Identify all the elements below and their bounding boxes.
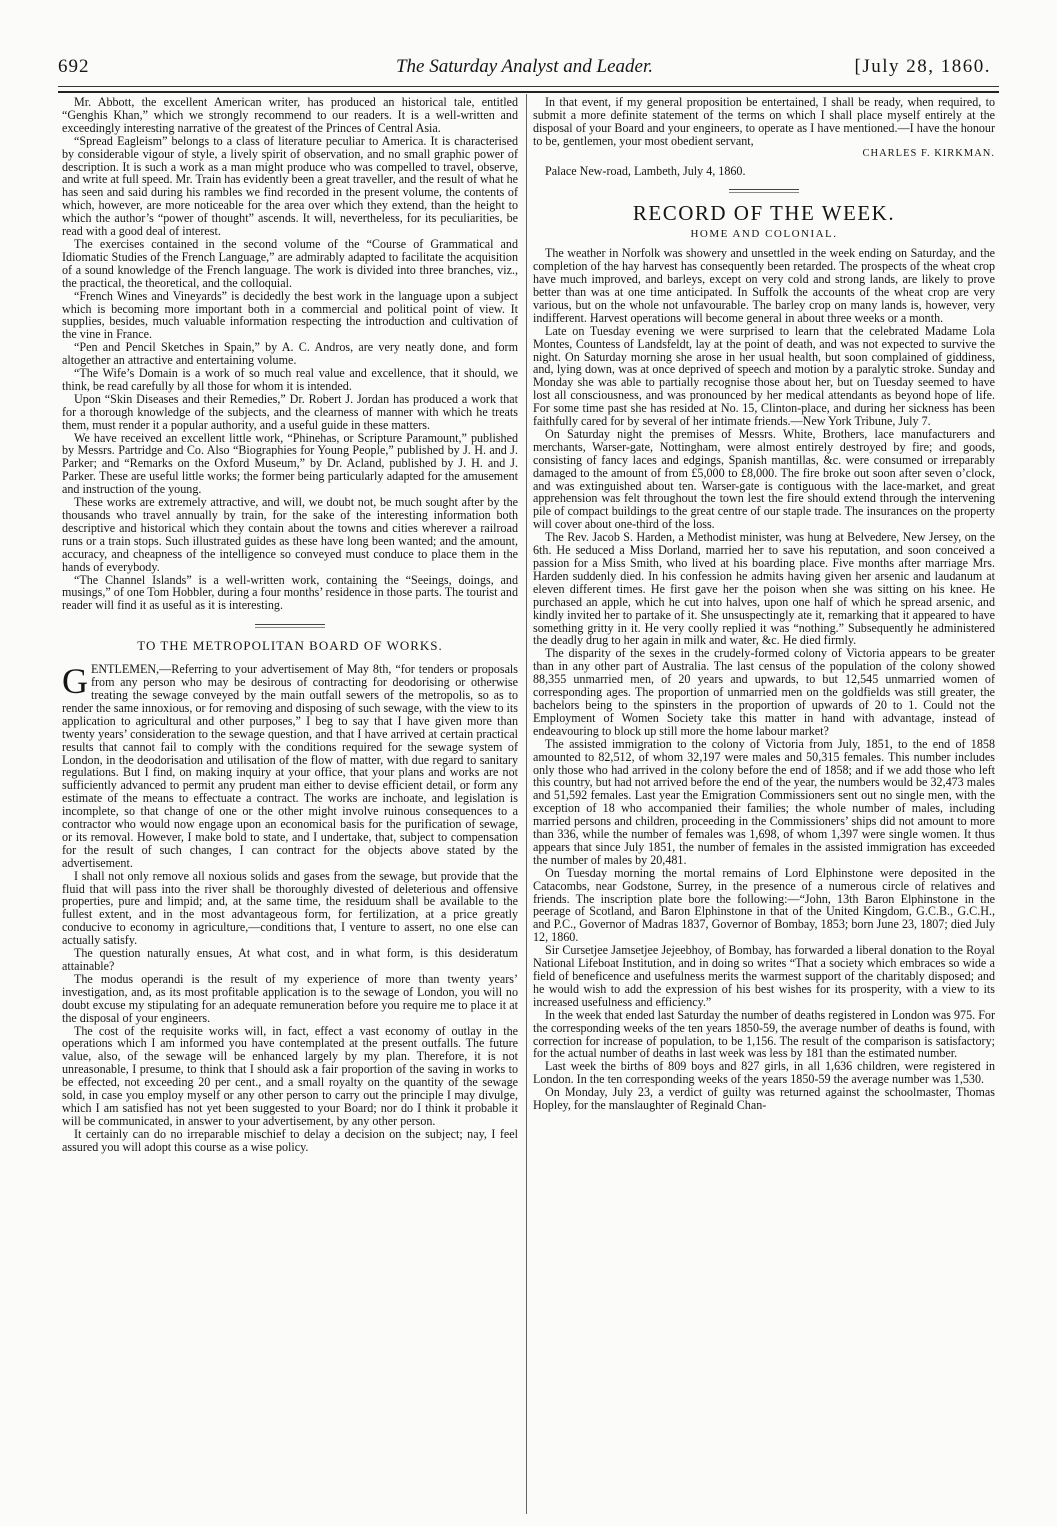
news-paragraph: Late on Tuesday evening we were surprised to learn that the celebrated Madame Lola Montes, Countess of Landsfeldt, lay at the point of death, and was not expected to survive the night. On Saturday morning she arose in her usual health, but soon complained of giddiness, and, lying down, was at once deprived of speech and motion by a paralytic stroke. Sunday and Monday she was able to partially recognise those about her, but on Tuesday seemed to have lost all consciousness, and was pronounced by her medical attendants as beyond hope of life. For some time past she has resided at No. 15, Clinton-place, and during her sickness has been faithfully cared for by several of her intimate friends.—New York Tribune, July 7. — [533, 323, 995, 429]
section-divider — [255, 624, 325, 628]
letter-paragraph: The question naturally ensues, At what cost, and in what form, is this desideratum attainable? — [62, 946, 518, 973]
header-rule-thin — [58, 86, 999, 87]
page-number: 692 — [58, 56, 90, 77]
review-paragraph: These works are extremely attractive, and will, we doubt not, be much sought after by the thousands who travel annually by train, for the sake of the interesting information both descriptive and historical which they contain about the towns and cities wherever a railroad runs or a train stops. Such illustrated guides as these have long been wanted; and the amount, accuracy, and cheapness of the intelligence so conveyed must conduce to place them in the hands of everybody. — [62, 495, 518, 574]
drop-cap: G — [62, 661, 88, 702]
news-paragraph: On Monday, July 23, a verdict of guilty was returned against the schoolmaster, Thomas Hopley, for the manslaughter of Reginald Chan- — [533, 1085, 995, 1113]
page-header — [58, 56, 991, 86]
issue-date: [July 28, 1860. — [854, 56, 991, 77]
news-paragraph: Sir Cursetjee Jamsetjee Jejeebhoy, of Bombay, has forwarded a liberal donation to the Royal National Lifeboat Institution, and in doing so writes “That a society which embraces so wide a field of beneficence and usefulness merits the warmest support of the charitably disposed; and he would wish to add the expression of his best wishes for its prosperity, with a view to its increased usefulness and efficiency.” — [533, 943, 995, 1009]
home-colonial-subheading: HOME AND COLONIAL. — [690, 228, 838, 241]
letter-opening-text: ENTLEMEN,—Referring to your advertisement of May 8th, “for tenders or proposals from any person who may be desirous of contracting for deodorising or otherwise treating the sewage conveyed by the main outfall sewers of the metropolis, so as to render the same innoxious, or for removing and disposing of such sewage, with the view to its application to agricultural and other purposes,” I beg to say that I have given more than twenty years’ consideration to the sewage question, and that I have arrived at certain practical results that cannot fail to comply with the conditions required for the sewage system of London, in the deodorisation and utilisation of the flow of matter, with due regard to sanitary regulations. But I find, on making inquiry at your office, that your plans and works are not sufficiently advanced to permit any prudent man either to devise efficient detail, or form any estimate of the means to effectuate a contract. The works are inchoate, and legislation is incomplete, so that change of one or the other might involve ruinous consequences to a contractor who would now engage upon an economical basis for the purification of sewage, or its removal. However, I make bold to state, and I undertake, that, subject to compensation for the result of such changes, I can contract for the objects above stated by the advertisement. — [62, 662, 518, 870]
review-paragraph: The exercises contained in the second volume of the “Course of Grammatical and Idiomatic Studies of the French Language,” are admirably adapted to facilitate the acquisition of a sound knowledge of the French language. The work is divided into three branches, viz., the practical, the theoretical, and the colloquial. — [62, 236, 518, 290]
review-paragraph: “The Wife’s Domain is a work of so much real value and excellence, that it should, we think, be read carefully by all those for whom it is intended. — [62, 366, 518, 393]
section-divider — [729, 189, 799, 193]
news-paragraph: The weather in Norfolk was showery and unsettled in the week ending on Saturday, and the completion of the hay harvest has consequently been retarded. The prospects of the wheat crop have much improved, and barleys, except on very cold and strong lands, are likely to prove better than was at one time anticipated. In Suffolk the accounts of the wheat crop are very various, but on the whole not unfavourable. The barley crop on many lands is, however, very indifferent. Harvest operations will become general in about three weeks or a month. — [533, 246, 995, 325]
news-items — [533, 247, 995, 1112]
letter-opening-paragraph — [62, 663, 518, 870]
header-rule-thick — [58, 91, 999, 93]
review-paragraph: Upon “Skin Diseases and their Remedies,” Dr. Robert J. Jordan has produced a work that for a thorough knowledge of the subjects, and the clearness of manner with which he treats them, must render it a popular authority, and a useful guide in these matters. — [62, 391, 518, 432]
news-paragraph: Last week the births of 809 boys and 827 girls, in all 1,636 children, were registered in London. In the ten corresponding weeks of the years 1850-59 the average number was 1,530. — [533, 1059, 995, 1087]
review-paragraph: “Pen and Pencil Sketches in Spain,” by A. C. Andros, are very neatly done, and form altogether an attractive and entertaining volume. — [62, 340, 518, 368]
news-paragraph: On Saturday night the premises of Messrs. White, Brothers, lace manufacturers and merchants, Warser-gate, Nottingham, were almost entirely destroyed by fire; and goods, consisting of fancy laces and edgings, Spanish mantillas, &c. were consumed or irreparably damaged to the amount of from £5,000 to £8,000. The fire broke out soon after seven o’clock, and was extinguished about ten. Warser-gate is contiguous with the lace-market, and great apprehension was felt throughout the town lest the fire should extend through the intervening pile of compact buildings to the great centre of our staple trade. The insurances on the property will cover about one-third of the loss. — [533, 426, 995, 532]
letter-closing-paragraph: In that event, if my general proposition be entertained, I shall be ready, when required, to submit a more definite statement of the terms on which I shall place myself entirely at the disposal of your Board and your engineers, to operate as I have mentioned.—I have the honour to be, gentlemen, your most obedient servant, — [533, 96, 995, 148]
signature: CHARLES F. KIRKMAN. — [862, 147, 995, 159]
news-paragraph: In the week that ended last Saturday the number of deaths registered in London was 975. For the corresponding weeks of the ten years 1850-59, the average number of deaths is found, with correction for increase of population, to be 1,156. The result of the comparison is satisfactory; for the actual number of deaths in last week was less by 181 than the estimated number. — [533, 1007, 995, 1061]
review-paragraph: “The Channel Islands” is a well-written work, containing the “Seeings, doings, and musings,” of one Tom Hobbler, during a four months’ residence in those parts. The tourist and reader will find it as useful as it is interesting. — [62, 572, 518, 613]
letter-paragraph: It certainly can do no irreparable mischief to delay a decision on the subject; nay, I feel assured you will adopt this course as a wise policy. — [62, 1126, 518, 1154]
news-paragraph: The assisted immigration to the colony of Victoria from July, 1851, to the end of 1858 amounted to 82,512, of whom 32,197 were males and 50,315 females. This number includes only those who had arrived in the colony before the end of 1858; and if we add those who left this country, but had not arrived before the end of the year, the numbers would be 32,473 males and 51,592 females. Last year the Emigration Commissioners sent out no single men, with the exception of 18 who accompanied their families; the whole number of males, including married persons and children, proceeding in the Commissioners’ ships did not amount to more than 336, while the number of females was 1,698, of whom 1,397 were single women. It thus appears that since July 1851, the number of females in the assisted immigration has exceeded the number of males by 20,481. — [533, 736, 995, 867]
letter-paragraph: I shall not only remove all noxious solids and gases from the sewage, but provide that the fluid that will pass into the river shall be thoroughly divested of deleterious and offensive properties, pure and limpid; and, at the same time, the residuum shall be available to the fullest extent, and in the most advantageous form, for fertilization, at a price greatly conducive to economy in agriculture,—conditions that, I venture to assert, no one else can actually satisfy. — [62, 868, 518, 948]
letter-paragraph: The cost of the requisite works will, in fact, effect a vast economy of outlay in the operations which I am informed you have contemplated at the present outfalls. The future value, also, of the sewage will be enhanced largely by my plan. Therefore, it is not unreasonable, I presume, to think that I should ask a fair proportion of the saving in works to be effected, not exceeding 20 per cent., and a small royalty on the quantity of the sewage sold, in case you employ myself or any other person to carry out the principle I may divulge, which I am satisfied has not yet been suggested to your Board; nor do I think it probable it will be communicated, in answer to your advertisement, by any other person. — [62, 1023, 518, 1128]
left-column — [62, 96, 518, 1512]
letter-place-date: Palace New-road, Lambeth, July 4, 1860. — [545, 163, 746, 178]
column-separator — [526, 94, 527, 1514]
review-paragraph: Mr. Abbott, the excellent American writer, has produced an historical tale, entitled “Genghis Khan,” which we strongly recommend to our readers. It is a well-written and exceedingly interesting narrative of the greatest of the Princes of Central Asia. — [62, 96, 518, 135]
right-column — [533, 96, 995, 1512]
letter-to-board — [62, 663, 518, 1153]
news-paragraph: The disparity of the sexes in the crudely-formed colony of Victoria appears to be greater than in any other part of Australia. The last census of the population of the colony showed 88,355 unmarried men, of 20 years and upwards, to but 12,545 unmarried women of corresponding ages. The proportion of unmarried men on the goldfields was still greater, the bachelors being to the spinsters in the proportion of upwards of 20 to 1. Could not the Employment of Women Society take this matter in hand with advantage, instead of endeavouring to block up still more the home labour market? — [533, 646, 995, 738]
letter-paragraph: The modus operandi is the result of my experience of more than twenty years’ investigation, and, as its most profitable application is to the sewage of London, you will no doubt excuse my stipulating for an adequate remuneration before you require me to place it at the disposal of your engineers. — [62, 971, 518, 1025]
publication-title: The Saturday Analyst and Leader. — [395, 56, 654, 77]
review-paragraph: “French Wines and Vineyards” is decidedly the best work in the language upon a subject which is becoming more important both in a commercial and political point of view. It supplies, besides, much valuable information respecting the introduction and cultivation of the vine in France. — [62, 288, 518, 342]
book-reviews — [62, 96, 518, 612]
news-paragraph: The Rev. Jacob S. Harden, a Methodist minister, was hung at Belvedere, New Jersey, on the 6th. He seduced a Miss Dorland, married her to save his reputation, and soon conceived a passion for a Miss Smith, who lived at his boarding place. Five months after marriage Mrs. Harden suddenly died. In his confession he admits having given her arsenic and laudanum at eleven different times. He first gave her the poison when she was sitting on his knee. He purchased an apple, which he cut into halves, upon one half of which he spread arsenic, and kindly invited her to partake of it. She unsuspectingly ate it, remarking that it appeared to have something gritty in it. He very coolly replied it was “nothing.” Subsequently he administered the deadly drug to her again in milk and water, &c. He died firmly. — [533, 530, 995, 648]
metropolitan-board-heading: TO THE METROPOLITAN BOARD OF WORKS. — [137, 638, 443, 654]
record-heading: RECORD OF THE WEEK. — [632, 201, 896, 226]
review-paragraph: We have received an excellent little work, “Phinehas, or Scripture Paramount,” published by Messrs. Partridge and Co. Also “Biographies for Young People,” published by J. H. and J. Parker; and “Remarks on the Oxford Museum,” by Dr. Acland, published by J. H. and J. Parker. These are useful little works; the former being particularly adapted for the amusement and instruction of the young. — [62, 430, 518, 497]
review-paragraph: “Spread Eagleism” belongs to a class of literature peculiar to America. It is characterised by considerable vigour of style, a lively spirit of observation, and no small graphic power of description. It is such a work as a man might produce who was compelled to travel, observe, and write at full speed. Mr. Train has evidently been a great traveller, and the result of what he has seen and said during his rambles we find recorded in the present volume, the contents of which, however, are more noticeable for the area over which they extend, than the height to which the author’s “power of thought” ascends. It will, nevertheless, for its peculiarities, be read with a good deal of interest. — [62, 133, 518, 239]
news-paragraph: On Tuesday morning the mortal remains of Lord Elphinstone were deposited in the Catacombs, near Godstone, Surrey, in the presence of a numerous circle of relatives and friends. The inscription plate bore the following:—“John, 13th Baron Elphinstone in the peerage of Scotland, and Baron Elphinstone in that of the United Kingdom, G.C.B., G.C.H., and P.C., Governor of Madras 1837, Governor of Bombay, 1853; born June 23, 1807; died July 12, 1860. — [533, 865, 995, 945]
